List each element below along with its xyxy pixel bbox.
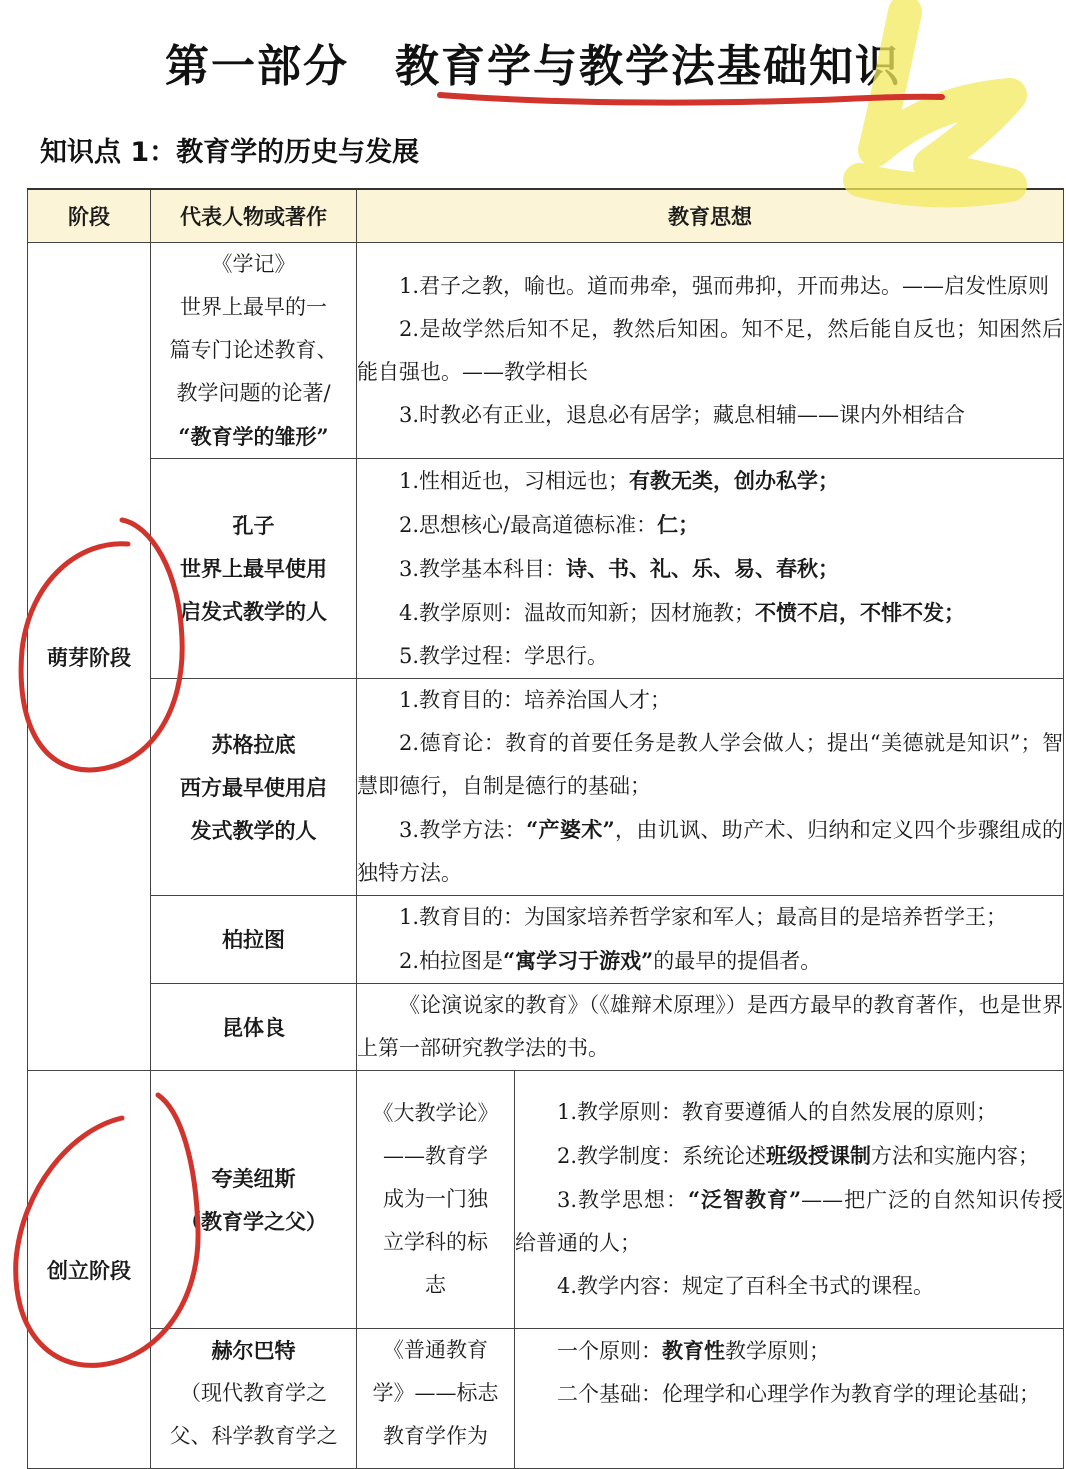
comenius-idea-2: 2.教学制度：系统论述班级授课制方法和实施内容；	[557, 1143, 1040, 1168]
confucius-idea-4: 4.教学原则：温故而知新；因材施教；不愤不启，不悱不发；	[399, 600, 966, 625]
socrates-idea-1: 1.教育目的：培养治国人才；	[399, 688, 672, 712]
section-subtitle: 知识点 1：教育学的历史与发展	[40, 137, 420, 168]
table-row-confucius	[28, 459, 1064, 679]
header-ideas: 教育思想	[357, 189, 1064, 243]
confucius-name: 孔子	[232, 513, 275, 538]
table-row-quintilian	[28, 984, 1064, 1071]
comenius-idea-1: 1.教学原则：教育要遵循人的自然发展的原则；	[557, 1100, 998, 1124]
table-row-plato	[28, 896, 1064, 984]
history-table	[27, 188, 1064, 1469]
comenius-title: （教育学之父）	[180, 1208, 327, 1234]
person-comenius	[151, 1071, 357, 1329]
xueji-desc-2: 篇专门论述教育、	[169, 338, 338, 362]
stage-germination: 萌芽阶段	[28, 243, 151, 1071]
ideas-socrates	[357, 679, 1064, 896]
person-confucius	[151, 459, 357, 679]
herbart-work-2: 学》——标志	[372, 1381, 499, 1405]
confucius-idea-2: 2.思想核心/最高道德标准：仁；	[399, 512, 700, 537]
person-quintilian: 昆体良	[151, 984, 357, 1071]
ideas-xueji	[357, 243, 1064, 459]
xueji-desc-3: 教学问题的论著/	[176, 381, 331, 405]
herbart-idea-2: 二个基础：伦理学和心理学作为教育学的理论基础；	[557, 1382, 1040, 1406]
socrates-idea-2: 2.德育论：教育的首要任务是教人学会做人；提出“美德就是知识”；智慧即德行，自制是德行的基础；	[357, 731, 1063, 798]
header-person: 代表人物或著作	[151, 189, 357, 243]
ideas-herbart	[515, 1329, 1064, 1469]
herbart-name: 赫尔巴特	[211, 1338, 296, 1363]
ideas-confucius	[357, 459, 1064, 679]
herbart-idea-1: 一个原则：教育性教学原则；	[557, 1338, 830, 1363]
herbart-desc-1: （现代教育学之	[180, 1381, 327, 1405]
work-comenius	[357, 1071, 515, 1329]
comenius-idea-4: 4.教学内容：规定了百科全书式的课程。	[557, 1274, 935, 1298]
plato-idea-2: 2.柏拉图是“寓学习于游戏”的最早的提倡者。	[399, 948, 822, 973]
herbart-work-1: 《普通教育	[383, 1338, 488, 1362]
table-row-xueji	[28, 243, 1064, 459]
title-underline-mark	[440, 95, 942, 103]
confucius-desc-2: 启发式教学的人	[180, 599, 327, 624]
socrates-desc-2: 发式教学的人	[190, 817, 317, 843]
person-plato: 柏拉图	[151, 896, 357, 984]
comenius-work-4: 立学科的标	[383, 1230, 488, 1254]
xueji-desc-4: “教育学的雏形”	[178, 424, 329, 449]
work-herbart	[357, 1329, 515, 1469]
xueji-idea-3: 3.时教必有正业，退息必有居学；藏息相辅——课内外相结合	[399, 402, 966, 427]
table-row-socrates	[28, 679, 1064, 896]
comenius-work-3: 成为一门独	[383, 1187, 488, 1211]
table-row-herbart	[28, 1329, 1064, 1469]
confucius-idea-3: 3.教学基本科目：诗、书、礼、乐、易、春秋；	[399, 556, 840, 581]
xueji-title: 《学记》	[211, 252, 296, 276]
title-part: 第一部分	[165, 41, 349, 92]
page-title	[0, 30, 1066, 94]
comenius-idea-3: 3.教学思想：“泛智教育”——把广泛的自然知识传授给普通的人；	[515, 1187, 1063, 1255]
herbart-desc-2: 父、科学教育学之	[169, 1424, 338, 1448]
table-row-comenius	[28, 1071, 1064, 1329]
confucius-idea-1: 1.性相近也，习相远也；有教无类，创办私学；	[399, 468, 840, 493]
ideas-quintilian	[357, 984, 1064, 1071]
comenius-work-2: ——教育学	[383, 1144, 488, 1168]
ideas-plato	[357, 896, 1064, 984]
person-xueji	[151, 243, 357, 459]
title-main: 教育学与教学法基础知识	[395, 41, 901, 92]
socrates-name: 苏格拉底	[211, 731, 296, 757]
xueji-desc-1: 世界上最早的一	[180, 295, 327, 319]
plato-idea-1: 1.教育目的：为国家培养哲学家和军人；最高目的是培养哲学王；	[399, 905, 1008, 929]
ideas-comenius	[515, 1071, 1064, 1329]
confucius-idea-5: 5.教学过程：学思行。	[399, 644, 609, 668]
xueji-idea-2: 2.是故学然后知不足，教然后知困。知不足，然后能自反也；知困然后能自强也。——教学相长	[357, 316, 1063, 384]
comenius-work-5: 志	[425, 1273, 446, 1297]
xueji-idea-1: 1.君子之教，喻也。道而弗牵，强而弗抑，开而弗达。——启发性原则	[399, 273, 1050, 298]
socrates-idea-3: 3.教学方法：“产婆术”，由讥讽、助产术、归纳和定义四个步骤组成的独特方法。	[357, 817, 1063, 885]
socrates-desc-1: 西方最早使用启	[180, 774, 327, 800]
herbart-work-3: 教育学作为	[383, 1424, 488, 1448]
person-socrates	[151, 679, 357, 896]
comenius-work-1: 《大教学论》	[372, 1101, 499, 1125]
person-herbart	[151, 1329, 357, 1469]
header-stage: 阶段	[28, 189, 151, 243]
comenius-name: 夸美纽斯	[211, 1165, 296, 1191]
stage-founding: 创立阶段	[28, 1071, 151, 1469]
table-header-row	[28, 189, 1064, 243]
confucius-desc-1: 世界上最早使用	[180, 556, 327, 581]
quintilian-idea: 《论演说家的教育》（《雄辩术原理》）是西方最早的教育著作，也是世界上第一部研究教学法的书。	[357, 993, 1063, 1060]
